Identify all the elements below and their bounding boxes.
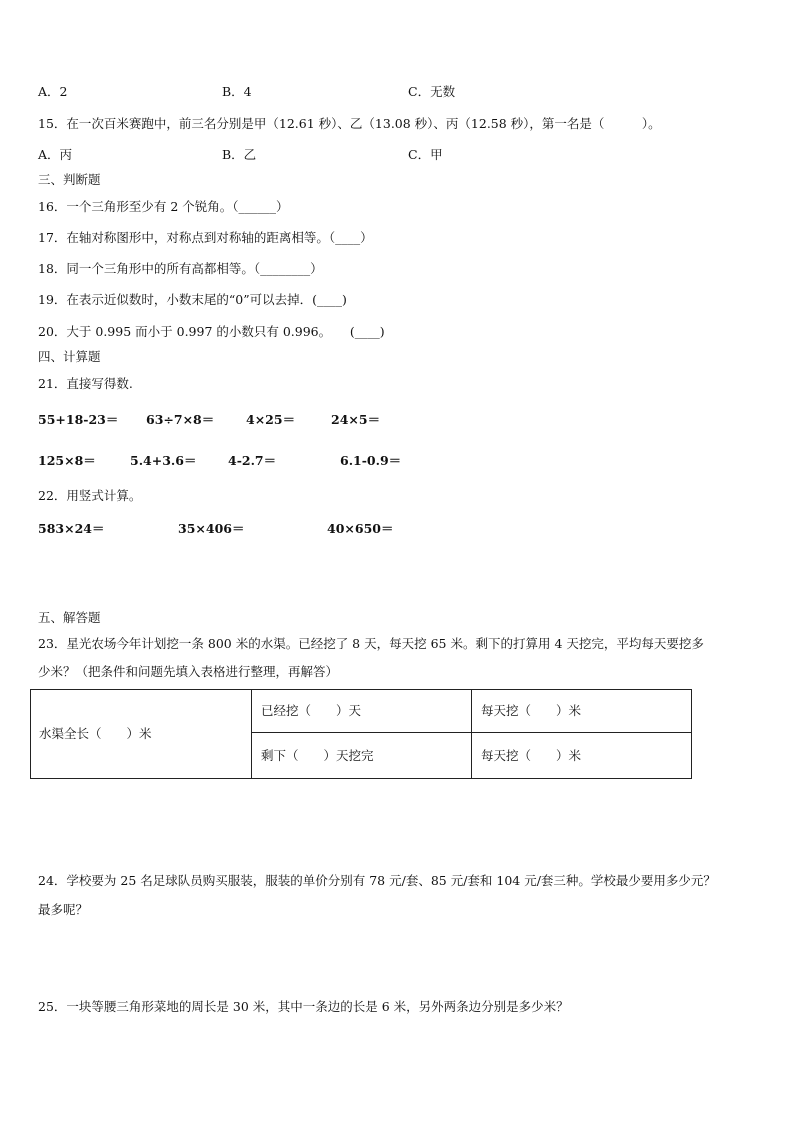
table-cell-daily-remaining: 每天挖（ ）米	[481, 748, 582, 763]
calc-item: 55+18-23＝	[38, 412, 119, 427]
calc-item: 583×24＝	[38, 521, 105, 536]
q14-option-b: B．4	[222, 84, 252, 99]
question-24-line-1: 24．学校要为 25 名足球队员购买服装，服装的单价分别有 78 元/套、85 元/套和 104 元/套三种。学校最少要用多少元？	[38, 873, 716, 888]
calc-item: 40×650＝	[327, 521, 394, 536]
table-cell-remaining-days: 剩下（ ）天挖完	[261, 748, 374, 763]
q15-option-b: B．乙	[222, 147, 257, 162]
calc-item: 35×406＝	[178, 521, 245, 536]
calc-item: 5.4+3.6＝	[130, 453, 197, 468]
calc-item: 24×5＝	[331, 412, 381, 427]
calc-item: 4×25＝	[246, 412, 296, 427]
q15-option-a: A．丙	[38, 147, 73, 162]
q15-option-c: C．甲	[408, 147, 443, 162]
question-23-line-1: 23．星光农场今年计划挖一条 800 米的水渠。已经挖了 8 天，每天挖 65 米。剩下的打算用 4 天挖完，平均每天要挖多	[38, 636, 704, 651]
table-divider	[251, 690, 252, 778]
question-22: 22．用竖式计算。	[38, 488, 142, 503]
table-divider	[251, 732, 691, 733]
table-divider	[471, 690, 472, 778]
question-20: 20．大于 0.995 而小于 0.997 的小数只有 0.996。 (____)	[38, 324, 385, 339]
table-cell-days-dug: 已经挖（ ）天	[261, 703, 362, 718]
question-21: 21．直接写得数.	[38, 376, 133, 391]
calc-item: 125×8＝	[38, 453, 96, 468]
table-cell-canal-length: 水渠全长（ ）米	[39, 726, 152, 741]
organize-table	[30, 689, 692, 779]
table-cell-daily-dug: 每天挖（ ）米	[481, 703, 582, 718]
question-18: 18．同一个三角形中的所有高都相等。（________）	[38, 261, 323, 276]
calc-item: 63÷7×8＝	[146, 412, 215, 427]
q14-option-a: A．2	[38, 84, 68, 99]
calc-item: 6.1-0.9＝	[340, 453, 402, 468]
section-heading-judgement: 三、判断题	[38, 172, 101, 187]
question-17: 17．在轴对称图形中，对称点到对称轴的距离相等。（____）	[38, 230, 373, 245]
calc-item: 4-2.7＝	[228, 453, 277, 468]
section-heading-word-problems: 五、解答题	[38, 610, 101, 625]
question-23-line-2: 少米？（把条件和问题先填入表格进行整理，再解答）	[38, 664, 339, 679]
question-25: 25．一块等腰三角形菜地的周长是 30 米，其中一条边的长是 6 米，另外两条边分别是多少米？	[38, 999, 569, 1014]
section-heading-calculation: 四、计算题	[38, 349, 101, 364]
question-19: 19．在表示近似数时，小数末尾的“0”可以去掉．(____)	[38, 292, 347, 307]
question-24-line-2: 最多呢？	[38, 902, 89, 917]
question-15: 15．在一次百米赛跑中，前三名分别是甲（12.61 秒）、乙（13.08 秒）、丙（12.58 秒），第一名是（ ）。	[38, 116, 661, 131]
q14-option-c: C．无数	[408, 84, 456, 99]
question-16: 16．一个三角形至少有 2 个锐角。（______）	[38, 199, 289, 214]
